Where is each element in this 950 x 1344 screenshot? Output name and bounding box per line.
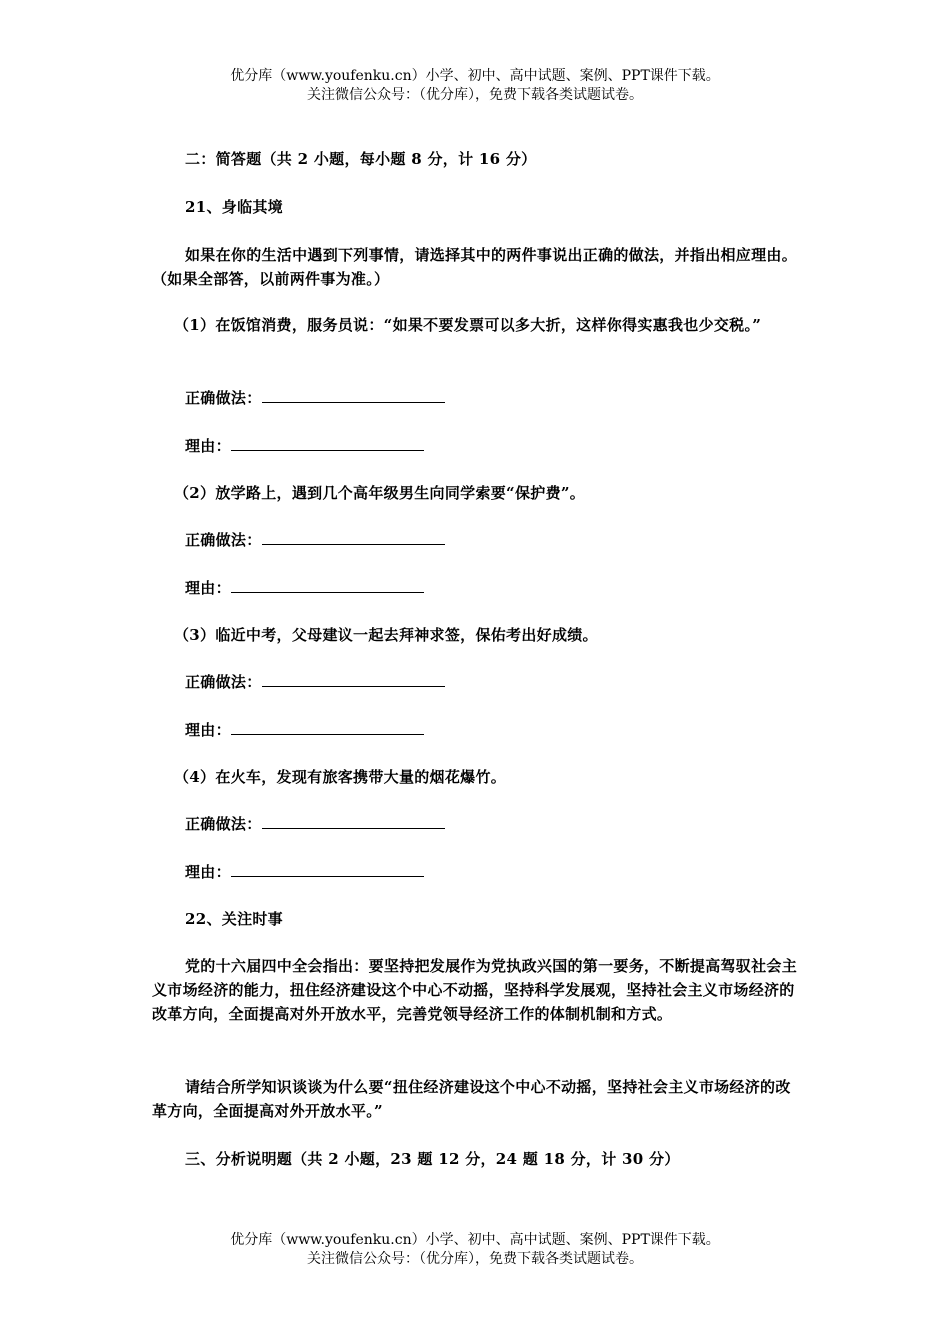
section-3-title: 三、分析说明题（共 2 小题，23 题 12 分，24 题 18 分，计 30 分） — [185, 1150, 680, 1168]
question-21-intro: 如果在你的生活中遇到下列事情，请选择其中的两件事说出正确的做法，并指出相应理由。（如果全部答，以前两件事为准。） — [152, 246, 798, 288]
answer-blank[interactable] — [231, 434, 424, 451]
header-line-1: 优分库（www.youfenku.cn）小学、初中、高中试题、案例、PPT课件下载。 — [230, 68, 720, 84]
question-22-title: 22、关注时事 — [185, 910, 283, 928]
reason-label: 理由： — [185, 579, 231, 597]
answer-line-1-reason — [152, 434, 802, 458]
correct-label: 正确做法： — [185, 531, 262, 549]
footer-line-1: 优分库（www.youfenku.cn）小学、初中、高中试题、案例、PPT课件下载。 — [230, 1232, 720, 1248]
answer-line-4-correct — [152, 812, 802, 836]
answer-line-3-correct — [152, 670, 802, 694]
section-2-title: 二：简答题（共 2 小题，每小题 8 分，计 16 分） — [185, 150, 537, 168]
answer-line-2-correct — [152, 528, 802, 552]
answer-blank[interactable] — [262, 528, 445, 545]
question-22-paragraph-2: 请结合所学知识谈谈为什么要“扭住经济建设这个中心不动摇，坚持社会主义市场经济的改革方向，全面提高对外开放水平。” — [152, 1078, 791, 1120]
correct-label: 正确做法： — [185, 389, 262, 407]
answer-blank[interactable] — [231, 718, 424, 735]
answer-blank[interactable] — [262, 386, 445, 403]
header-line-2: 关注微信公众号：（优分库），免费下载各类试题试卷。 — [307, 87, 643, 103]
answer-line-2-reason — [152, 576, 802, 600]
question-22-paragraph-1: 党的十六届四中全会指出：要坚持把发展作为党执政兴国的第一要务，不断提高驾驭社会主义市场经济的能力，扭住经济建设这个中心不动摇，坚持科学发展观，坚持社会主义市场经济的改革方向，全面提高对外开放水平，完善党领导经济工作的体制机制和方式。 — [152, 957, 798, 1023]
question-21-title: 21、身临其境 — [185, 198, 283, 216]
page-header — [0, 67, 950, 105]
correct-label: 正确做法： — [185, 673, 262, 691]
answer-line-1-correct — [152, 386, 802, 410]
footer-line-2: 关注微信公众号：（优分库），免费下载各类试题试卷。 — [307, 1251, 643, 1267]
reason-label: 理由： — [185, 721, 231, 739]
question-21-item-2: （2）放学路上，遇到几个高年级男生向同学索要“保护费”。 — [174, 484, 586, 502]
answer-blank[interactable] — [231, 576, 424, 593]
page-footer — [0, 1231, 950, 1269]
reason-label: 理由： — [185, 863, 231, 881]
answer-line-4-reason — [152, 860, 802, 884]
answer-line-3-reason — [152, 718, 802, 742]
question-21-item-4: （4）在火车，发现有旅客携带大量的烟花爆竹。 — [174, 768, 507, 786]
reason-label: 理由： — [185, 437, 231, 455]
answer-blank[interactable] — [262, 670, 445, 687]
question-21-item-3: （3）临近中考，父母建议一起去拜神求签，保佑考出好成绩。 — [174, 626, 598, 644]
question-21-item-1: （1）在饭馆消费，服务员说：“如果不要发票可以多大折，这样你得实惠我也少交税。” — [174, 316, 762, 334]
answer-blank[interactable] — [231, 860, 424, 877]
answer-blank[interactable] — [262, 812, 445, 829]
correct-label: 正确做法： — [185, 815, 262, 833]
